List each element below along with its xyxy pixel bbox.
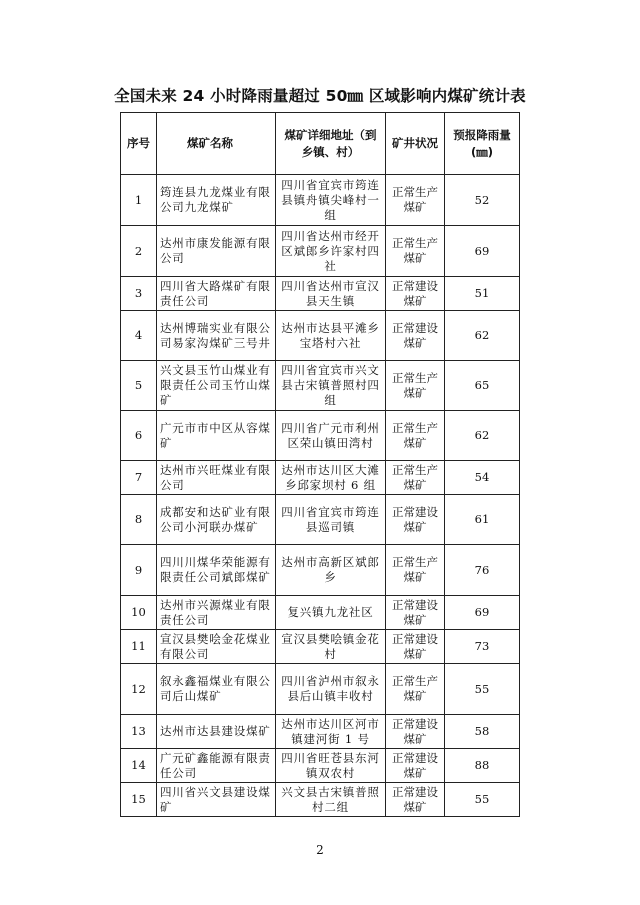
row-name: 四川川煤华荣能源有限责任公司斌郎煤矿 [157,545,276,596]
row-no: 11 [121,630,157,664]
col-header-no: 序号 [121,113,157,175]
col-header-rainfall: 预报降雨量(㎜) [445,113,520,175]
row-no: 13 [121,715,157,749]
row-rainfall: 69 [445,596,520,630]
col-header-address: 煤矿详细地址（到乡镇、村） [276,113,386,175]
table-row [121,311,520,361]
row-name: 成都安和达矿业有限公司小河联办煤矿 [157,495,276,545]
row-address: 达州市达川区河市镇建河街 1 号 [276,715,386,749]
row-name: 广元矿鑫能源有限责任公司 [157,749,276,783]
row-name: 广元市市中区从容煤矿 [157,411,276,461]
row-address: 四川省旺苍县东河镇双农村 [276,749,386,783]
row-status: 正常建设煤矿 [386,630,445,664]
col-header-name: 煤矿名称 [157,113,276,175]
row-no: 12 [121,664,157,715]
table-row [121,277,520,311]
table-row [121,630,520,664]
page-number: 2 [316,843,324,857]
row-address: 达州市达川区大滩乡邱家坝村 6 组 [276,461,386,495]
row-address: 四川省泸州市叙永县后山镇丰收村 [276,664,386,715]
row-no: 14 [121,749,157,783]
row-rainfall: 55 [445,664,520,715]
row-address: 四川省宜宾市筠连县镇舟镇尖峰村一组 [276,175,386,226]
table-row [121,461,520,495]
row-address: 兴文县古宋镇普照村二组 [276,783,386,817]
row-rainfall: 62 [445,411,520,461]
table-row [121,596,520,630]
table-row [121,361,520,411]
row-no: 6 [121,411,157,461]
row-rainfall: 69 [445,226,520,277]
row-status: 正常生产煤矿 [386,664,445,715]
row-rainfall: 65 [445,361,520,411]
row-status: 正常生产煤矿 [386,545,445,596]
header-row [121,113,520,175]
coal-mine-table [120,112,520,817]
col-header-status: 矿井状况 [386,113,445,175]
row-name: 达州市兴源煤业有限责任公司 [157,596,276,630]
row-status: 正常建设煤矿 [386,277,445,311]
table-row [121,715,520,749]
row-rainfall: 51 [445,277,520,311]
row-rainfall: 52 [445,175,520,226]
table-row [121,545,520,596]
row-name: 达州市康发能源有限公司 [157,226,276,277]
row-name: 四川省大路煤矿有限责任公司 [157,277,276,311]
row-address: 四川省达州市宣汉县天生镇 [276,277,386,311]
table-row [121,226,520,277]
row-address: 四川省宜宾市筠连县巡司镇 [276,495,386,545]
row-status: 正常生产煤矿 [386,361,445,411]
row-no: 3 [121,277,157,311]
row-no: 5 [121,361,157,411]
row-no: 1 [121,175,157,226]
row-no: 4 [121,311,157,361]
table-row [121,495,520,545]
table-row [121,749,520,783]
row-status: 正常生产煤矿 [386,226,445,277]
row-name: 四川省兴文县建设煤矿 [157,783,276,817]
table-title: 全国未来 24 小时降雨量超过 50㎜ 区域影响内煤矿统计表 [114,87,526,105]
table-row [121,664,520,715]
row-status: 正常生产煤矿 [386,411,445,461]
row-rainfall: 54 [445,461,520,495]
row-name: 叙永鑫福煤业有限公司后山煤矿 [157,664,276,715]
row-status: 正常建设煤矿 [386,715,445,749]
table-row [121,783,520,817]
row-no: 7 [121,461,157,495]
row-status: 正常建设煤矿 [386,311,445,361]
row-no: 9 [121,545,157,596]
row-rainfall: 73 [445,630,520,664]
row-status: 正常生产煤矿 [386,461,445,495]
row-name: 筠连县九龙煤业有限公司九龙煤矿 [157,175,276,226]
row-name: 达州市兴旺煤业有限公司 [157,461,276,495]
table-row [121,411,520,461]
row-address: 达州市达县平滩乡宝塔村六社 [276,311,386,361]
row-address: 宣汉县樊哙镇金花村 [276,630,386,664]
row-no: 10 [121,596,157,630]
row-no: 8 [121,495,157,545]
row-address: 达州市高新区斌郎乡 [276,545,386,596]
row-rainfall: 58 [445,715,520,749]
row-rainfall: 61 [445,495,520,545]
row-status: 正常建设煤矿 [386,749,445,783]
row-name: 达州博瑞实业有限公司易家沟煤矿三号井 [157,311,276,361]
row-status: 正常建设煤矿 [386,495,445,545]
row-name: 达州市达县建设煤矿 [157,715,276,749]
row-no: 2 [121,226,157,277]
row-status: 正常建设煤矿 [386,783,445,817]
row-address: 四川省广元市利州区荣山镇田湾村 [276,411,386,461]
row-name: 宣汉县樊哙金花煤业有限公司 [157,630,276,664]
row-rainfall: 76 [445,545,520,596]
row-status: 正常生产煤矿 [386,175,445,226]
row-address: 复兴镇九龙社区 [276,596,386,630]
row-address: 四川省达州市经开区斌郎乡许家村四社 [276,226,386,277]
row-rainfall: 62 [445,311,520,361]
row-address: 四川省宜宾市兴文县古宋镇普照村四组 [276,361,386,411]
row-status: 正常建设煤矿 [386,596,445,630]
row-rainfall: 88 [445,749,520,783]
row-name: 兴文县玉竹山煤业有限责任公司玉竹山煤矿 [157,361,276,411]
table-row [121,175,520,226]
row-no: 15 [121,783,157,817]
row-rainfall: 55 [445,783,520,817]
